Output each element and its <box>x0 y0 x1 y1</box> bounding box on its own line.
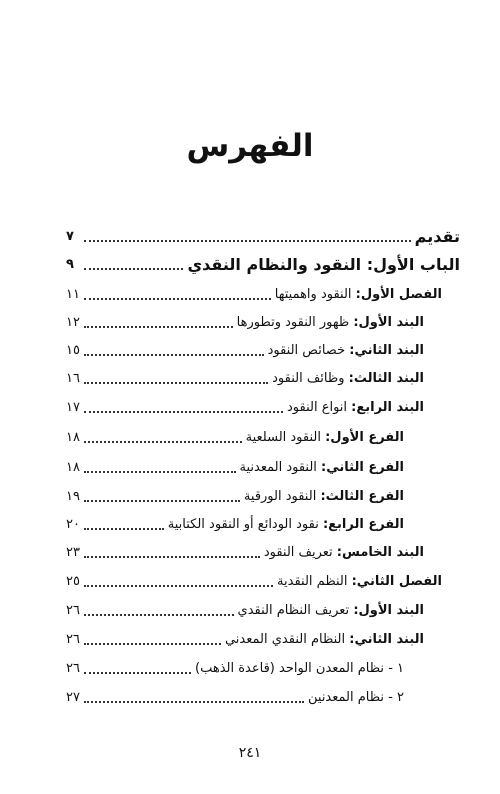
toc-entry-title: البند الثاني: النظام النقدي المعدني <box>224 631 424 647</box>
toc-entry-page: ١٢ <box>66 314 80 330</box>
toc-entry <box>66 570 442 592</box>
toc-entry-title: ٢ - نظام المعدنين <box>308 689 404 705</box>
toc-entry-page: ١٥ <box>66 342 80 358</box>
dot-leader <box>84 670 191 674</box>
toc-entry-page: ٩ <box>66 256 74 272</box>
dot-leader <box>84 612 234 616</box>
dot-leader <box>84 498 240 502</box>
toc-entry <box>66 686 404 708</box>
dot-leader <box>84 583 273 587</box>
toc-entry <box>66 456 404 478</box>
toc-entry-page: ١٩ <box>66 488 80 504</box>
toc-entry-title: الفصل الأول: النقود واهميتها <box>274 286 442 302</box>
toc-entry-title: البند الرابع: انواع النقود <box>287 399 424 415</box>
dot-leader <box>84 554 260 558</box>
toc-entry-page: ١٨ <box>66 459 80 475</box>
toc-entry-page: ٢٧ <box>66 689 80 705</box>
toc-entry <box>66 396 424 418</box>
page-title: الفهرس <box>186 128 314 164</box>
toc-entry-page: ٢٦ <box>66 660 80 676</box>
toc-entry-page: ٢٣ <box>66 544 80 560</box>
toc-entry <box>66 541 424 563</box>
toc-entry-title: الباب الأول: النقود والنظام النقدي <box>187 254 460 274</box>
toc-entry-title: البند الأول: تعريف النظام النقدي <box>237 602 424 618</box>
dot-leader <box>84 324 233 328</box>
toc-entry-title: البند الأول: ظهور النقود وتطورها <box>236 314 424 330</box>
toc-entry <box>66 628 424 650</box>
toc-entry <box>66 485 404 507</box>
toc-entry-page: ٢٦ <box>66 602 80 618</box>
toc-entry-page: ١١ <box>66 286 80 302</box>
page-number: ٢٤١ <box>238 745 262 761</box>
dot-leader <box>84 296 271 300</box>
toc-entry <box>66 599 424 621</box>
toc-entry-page: ٢٥ <box>66 573 80 589</box>
toc-entry <box>66 657 404 679</box>
toc-entry-title: تقديم <box>414 226 460 246</box>
dot-leader <box>84 380 268 384</box>
dot-leader <box>84 469 236 473</box>
toc-entry-title: الفرع الأول: النقود السلعية <box>245 429 404 445</box>
toc-entry-page: ٢٠ <box>66 516 80 532</box>
toc-entry <box>66 339 424 361</box>
toc-entry <box>66 225 460 247</box>
toc-entry-title: البند الخامس: تعريف النقود <box>263 544 424 560</box>
toc-entry-page: ١٦ <box>66 370 80 386</box>
dot-leader <box>84 409 283 413</box>
toc-entry <box>66 283 442 305</box>
toc-entry <box>66 253 460 275</box>
toc-entry-page: ٢٦ <box>66 631 80 647</box>
dot-leader <box>84 266 183 270</box>
toc-entry-page: ٧ <box>66 228 74 244</box>
toc-entry-title: الفرع الرابع: نقود الودائع أو النقود الكتابية <box>167 516 404 532</box>
toc-entry-title: الفرع الثاني: النقود المعدنية <box>239 459 404 475</box>
toc-entry-page: ١٧ <box>66 399 80 415</box>
dot-leader <box>84 439 242 443</box>
toc-entry-title: الفصل الثاني: النظم النقدية <box>277 573 442 589</box>
dot-leader <box>84 526 164 530</box>
toc-entry-title: البند الثالث: وظائف النقود <box>272 370 424 386</box>
toc-entry-title: الفرع الثالث: النقود الورقية <box>243 488 404 504</box>
toc-entry-title: ١ - نظام المعدن الواحد (قاعدة الذهب) <box>195 660 404 676</box>
toc-entry <box>66 513 404 535</box>
toc-entry <box>66 311 424 333</box>
dot-leader <box>84 238 411 242</box>
dot-leader <box>84 352 264 356</box>
toc-entry <box>66 426 404 448</box>
toc-entry-title: البند الثاني: خصائص النقود <box>267 342 424 358</box>
dot-leader <box>84 641 221 645</box>
dot-leader <box>84 699 304 703</box>
toc-entry-page: ١٨ <box>66 429 80 445</box>
toc-entry <box>66 367 424 389</box>
